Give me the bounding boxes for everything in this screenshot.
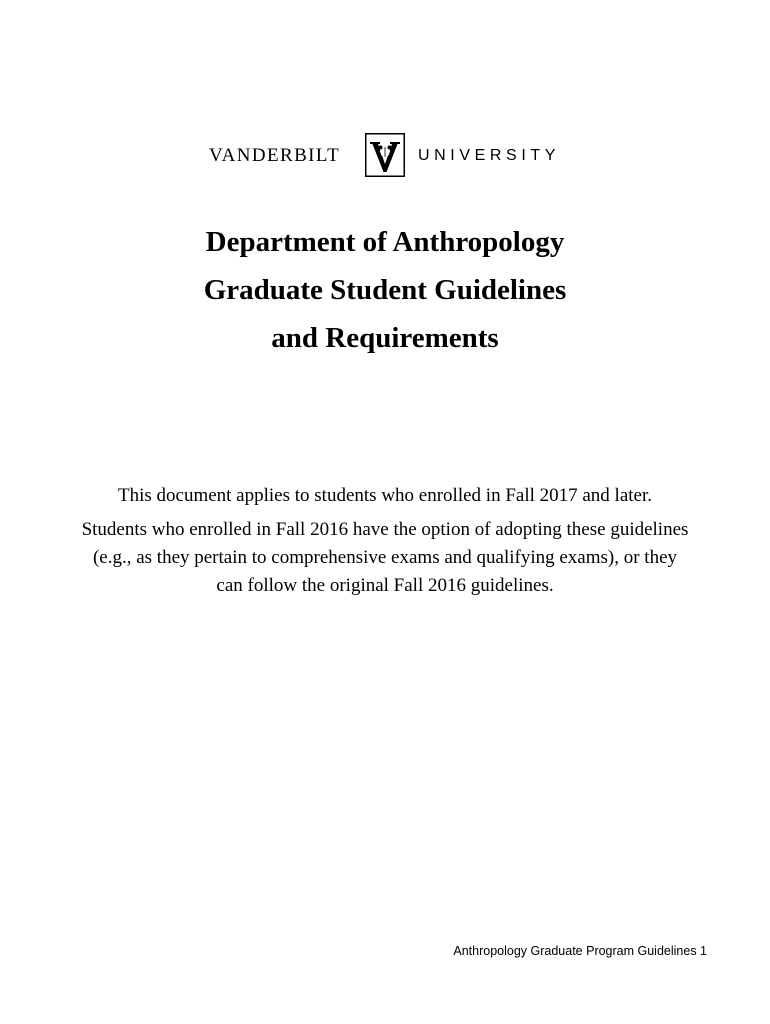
title-line-3: and Requirements bbox=[271, 322, 499, 354]
paragraph-line-3: can follow the original Fall 2016 guidelines. bbox=[216, 575, 554, 596]
title-line-1: Department of Anthropology bbox=[205, 226, 565, 258]
page-footer: Anthropology Graduate Program Guidelines 1 bbox=[453, 944, 707, 958]
fall-2016-paragraph bbox=[0, 516, 770, 600]
applicability-paragraph: This document applies to students who enrolled in Fall 2017 and later. bbox=[117, 485, 653, 506]
document-title bbox=[0, 218, 770, 362]
title-line-2: Graduate Student Guidelines bbox=[203, 274, 567, 306]
logo-wordmark-right: UNIVERSITY bbox=[418, 147, 561, 164]
document-body bbox=[0, 484, 770, 600]
paragraph-line-1: Students who enrolled in Fall 2016 have the option of adopting these guidelines bbox=[81, 519, 689, 540]
logo-wordmark-left: VANDERBILT bbox=[209, 145, 341, 166]
university-logo bbox=[0, 130, 770, 178]
paragraph-line-2: (e.g., as they pertain to comprehensive exams and qualifying exams), or they bbox=[92, 547, 678, 568]
oak-leaf-v-emblem-icon bbox=[365, 133, 405, 177]
